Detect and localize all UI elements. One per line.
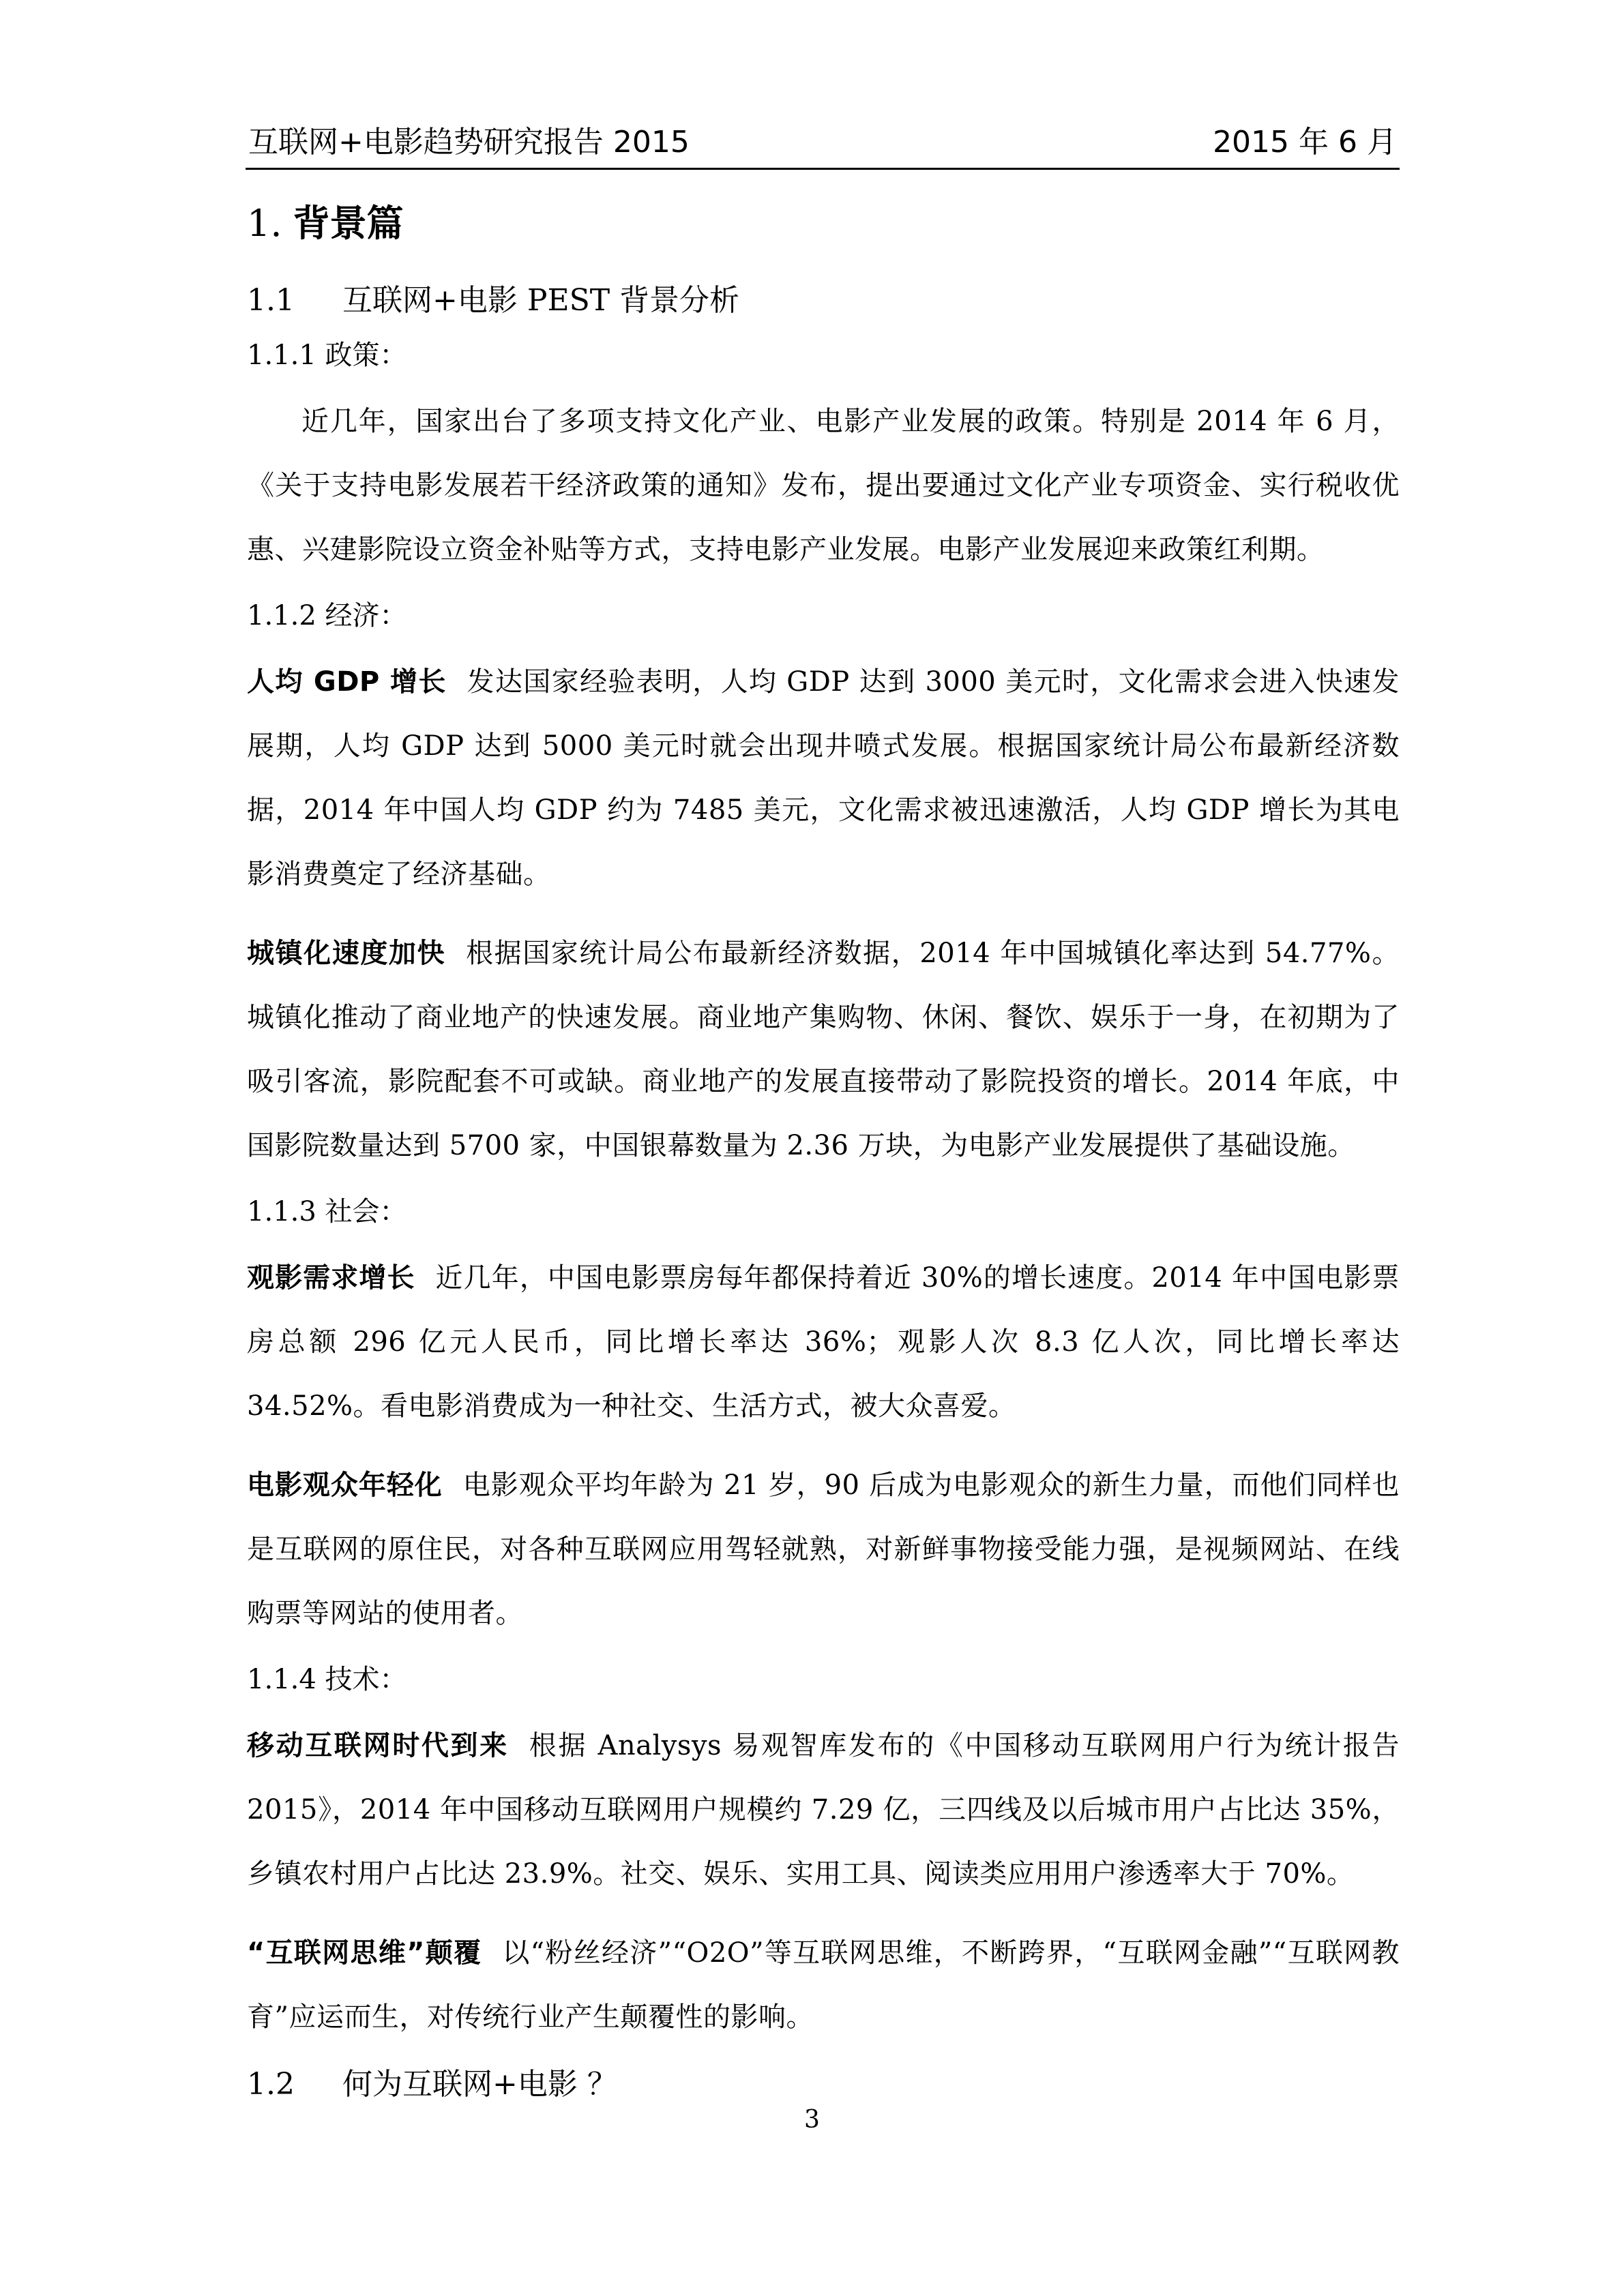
chapter-number: 1. — [247, 202, 282, 245]
report-title: 互联网+电影趋势研究报告 2015 — [248, 125, 690, 160]
document-body — [247, 199, 1400, 2119]
subsection-title: 经济： — [325, 599, 407, 631]
paragraph-text: 近几年，中国电影票房每年都保持着近 30%的增长速度。2014 年中国电影票房总额 296 亿元人民币，同比增长率达 36%；观影人次 8.3 亿人次，同比增长率达 34.52%。看电影消费成为一种社交、生活方式，被大众喜爱。 — [247, 1262, 1400, 1422]
section-title: 互联网+电影 PEST 背景分析 — [342, 283, 740, 318]
lead-term: 移动互联网时代到来 — [247, 1729, 509, 1761]
paragraph-urbanization — [247, 921, 1400, 1178]
lead-term: 观影需求增长 — [247, 1262, 415, 1294]
paragraph-viewing-demand — [247, 1246, 1400, 1438]
subsection-heading-technology — [247, 1660, 1400, 1699]
paragraph-gdp-growth — [247, 650, 1400, 906]
section-heading-1-1 — [247, 280, 1400, 320]
lead-term: 电影观众年轻化 — [247, 1469, 443, 1501]
page-number: 3 — [804, 2106, 820, 2134]
subsection-number: 1.1.4 — [247, 1663, 316, 1695]
paragraph-mobile-internet — [247, 1714, 1400, 1906]
subsection-number: 1.1.3 — [247, 1195, 316, 1227]
lead-term: 城镇化速度加快 — [247, 937, 446, 969]
section-number: 1.1 — [247, 283, 295, 318]
paragraph-young-audience — [247, 1453, 1400, 1645]
subsection-number: 1.1.2 — [247, 599, 316, 631]
subsection-title: 政策： — [325, 339, 407, 371]
lead-term: 人均 GDP 增长 — [247, 666, 447, 698]
paragraph-text: 以“粉丝经济”“O2O”等互联网思维，不断跨界，“互联网金融”“互联网教育”应运而生，对传统行业产生颠覆性的影响。 — [247, 1937, 1400, 2033]
paragraph-text: 电影观众平均年龄为 21 岁，90 后成为电影观众的新生力量，而他们同样也是互联网的原住民，对各种互联网应用驾轻就熟，对新鲜事物接受能力强，是视频网站、在线购票等网站的使用者。 — [247, 1469, 1400, 1629]
section-title: 何为互联网+电影 ？ — [342, 2066, 617, 2102]
chapter-title: 背景篇 — [293, 201, 404, 245]
subsection-number: 1.1.1 — [247, 339, 316, 371]
chapter-heading — [247, 199, 1400, 248]
subsection-heading-economy — [247, 597, 1400, 635]
page-header — [246, 117, 1400, 170]
section-heading-1-2 — [247, 2064, 1400, 2104]
section-number: 1.2 — [247, 2066, 295, 2102]
paragraph-text: 发达国家经验表明，人均 GDP 达到 3000 美元时，文化需求会进入快速发展期，人均 GDP 达到 5000 美元时就会出现井喷式发展。根据国家统计局公布最新经济数据，2014 年中国人均 GDP 约为 7485 美元，文化需求被迅速激活，人均 GDP 增长为其电影消费奠定了经济基础。 — [247, 666, 1400, 890]
report-date: 2015 年 6 月 — [1213, 125, 1397, 160]
paragraph-text: 根据国家统计局公布最新经济数据，2014 年中国城镇化率达到 54.77%。城镇化推动了商业地产的快速发展。商业地产集购物、休闲、餐饮、娱乐于一身，在初期为了吸引客流，影院配套不可或缺。商业地产的发展直接带动了影院投资的增长。2014 年底，中国影院数量达到 5700 家，中国银幕数量为 2.36 万块，为电影产业发展提供了基础设施。 — [247, 937, 1400, 1161]
subsection-title: 社会： — [325, 1195, 407, 1227]
subsection-title: 技术： — [325, 1663, 407, 1695]
paragraph-text: 根据 Analysys 易观智库发布的《中国移动互联网用户行为统计报告 2015》，2014 年中国移动互联网用户规模约 7.29 亿，三四线及以后城市用户占比达 35%，乡镇农村用户占比达 23.9%。社交、娱乐、实用工具、阅读类应用用户渗透率大于 70%。 — [247, 1729, 1400, 1890]
lead-term: “互联网思维”颠覆 — [247, 1937, 482, 1969]
subsection-heading-society — [247, 1193, 1400, 1231]
paragraph-policy: 近几年，国家出台了多项支持文化产业、电影产业发展的政策。特别是 2014 年 6 月，《关于支持电影发展若干经济政策的通知》发布，提出要通过文化产业专项资金、实行税收优惠、兴建影院设立资金补贴等方式，支持电影产业发展。电影产业发展迎来政策红利期。 — [247, 405, 1400, 565]
paragraph-internet-thinking — [247, 1921, 1400, 2049]
subsection-heading-policy — [247, 336, 1400, 374]
